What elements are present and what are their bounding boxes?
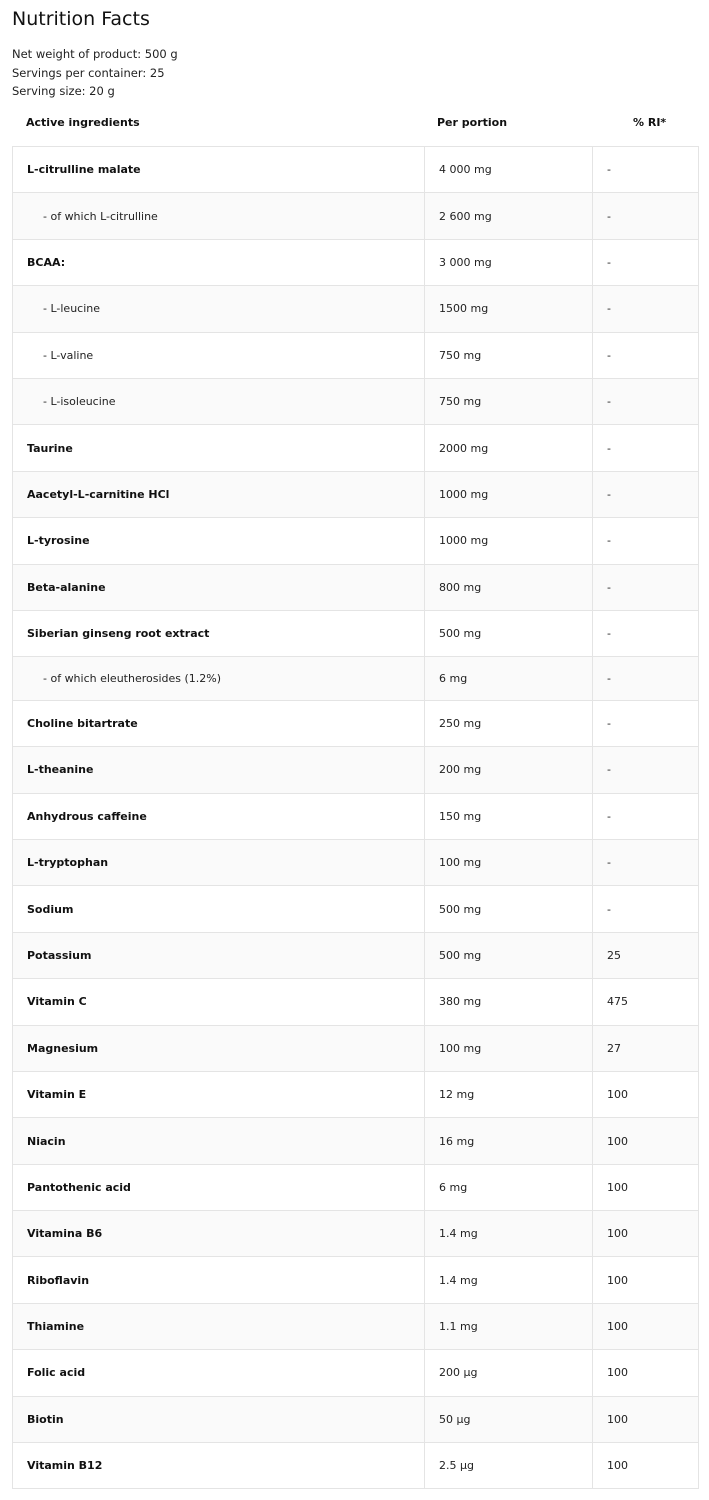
ingredient-ri: - bbox=[592, 240, 698, 285]
table-row bbox=[13, 333, 698, 379]
ingredient-name: Taurine bbox=[27, 441, 73, 455]
ingredient-amount: 150 mg bbox=[424, 794, 592, 839]
header-ri: % RI* bbox=[633, 116, 667, 129]
table-row bbox=[13, 657, 698, 701]
ingredient-name: Biotin bbox=[27, 1412, 64, 1426]
ingredient-ri: 100 bbox=[592, 1350, 698, 1395]
table-row bbox=[13, 979, 698, 1025]
ingredient-amount: 500 mg bbox=[424, 611, 592, 656]
ingredient-amount: 200 µg bbox=[424, 1350, 592, 1395]
ingredient-ri: - bbox=[592, 379, 698, 424]
ingredient-ri: 475 bbox=[592, 979, 698, 1024]
ingredient-amount: 750 mg bbox=[424, 333, 592, 378]
ingredient-name: Riboflavin bbox=[27, 1273, 90, 1287]
ingredient-name: L-tyrosine bbox=[27, 534, 90, 548]
table-row bbox=[13, 147, 698, 193]
ingredient-ri: 100 bbox=[592, 1304, 698, 1349]
product-meta bbox=[12, 45, 178, 101]
ingredient-ri: 25 bbox=[592, 933, 698, 978]
ingredient-ri: - bbox=[592, 425, 698, 470]
serving-size: Serving size: 20 g bbox=[12, 84, 115, 99]
ingredient-ri: 100 bbox=[592, 1397, 698, 1442]
table-row bbox=[13, 425, 698, 471]
ingredient-name: - of which eleutherosides (1.2%) bbox=[43, 672, 222, 686]
ingredient-name: Vitamin C bbox=[27, 995, 87, 1009]
ingredient-ri: - bbox=[592, 472, 698, 517]
ingredient-amount: 1500 mg bbox=[424, 286, 592, 331]
table-row bbox=[13, 240, 698, 286]
table-row bbox=[13, 379, 698, 425]
ingredient-amount: 500 mg bbox=[424, 886, 592, 931]
ingredient-name: - L-valine bbox=[43, 348, 94, 362]
ingredient-amount: 750 mg bbox=[424, 379, 592, 424]
ingredient-ri: 100 bbox=[592, 1118, 698, 1163]
ingredient-ri: 100 bbox=[592, 1443, 698, 1488]
ingredient-amount: 1000 mg bbox=[424, 518, 592, 563]
ingredient-ri: - bbox=[592, 565, 698, 610]
ingredient-name: Vitamin E bbox=[27, 1088, 87, 1102]
ingredient-amount: 3 000 mg bbox=[424, 240, 592, 285]
table-row bbox=[13, 1072, 698, 1118]
table-row bbox=[13, 1304, 698, 1350]
ingredient-amount: 4 000 mg bbox=[424, 147, 592, 192]
table-row bbox=[13, 886, 698, 932]
ingredient-amount: 6 mg bbox=[424, 657, 592, 700]
ingredient-ri: 100 bbox=[592, 1072, 698, 1117]
table-row bbox=[13, 1350, 698, 1396]
ingredient-ri: - bbox=[592, 147, 698, 192]
ingredient-amount: 12 mg bbox=[424, 1072, 592, 1117]
ingredient-amount: 6 mg bbox=[424, 1165, 592, 1210]
ingredient-amount: 2.5 µg bbox=[424, 1443, 592, 1488]
ingredient-ri: - bbox=[592, 840, 698, 885]
nutrition-table bbox=[12, 146, 699, 1489]
ingredient-amount: 250 mg bbox=[424, 701, 592, 746]
ingredient-amount: 380 mg bbox=[424, 979, 592, 1024]
table-row bbox=[13, 933, 698, 979]
header-ingredients: Active ingredients bbox=[26, 116, 140, 129]
net-weight: Net weight of product: 500 g bbox=[12, 47, 178, 61]
ingredient-ri: 27 bbox=[592, 1026, 698, 1071]
ingredient-name: Aacetyl-L-carnitine HCl bbox=[27, 487, 170, 501]
table-row bbox=[13, 472, 698, 518]
ingredient-ri: - bbox=[592, 518, 698, 563]
ingredient-amount: 2 600 mg bbox=[424, 193, 592, 238]
ingredient-name: L-tryptophan bbox=[27, 856, 109, 870]
ingredient-amount: 1.1 mg bbox=[424, 1304, 592, 1349]
ingredient-ri: - bbox=[592, 701, 698, 746]
ingredient-name: Siberian ginseng root extract bbox=[27, 627, 210, 641]
table-row bbox=[13, 701, 698, 747]
ingredient-name: - L-isoleucine bbox=[43, 395, 116, 409]
ingredient-amount: 2000 mg bbox=[424, 425, 592, 470]
ingredient-name: Potassium bbox=[27, 948, 92, 962]
ingredient-ri: - bbox=[592, 886, 698, 931]
table-row bbox=[13, 286, 698, 332]
table-row bbox=[13, 747, 698, 793]
table-row bbox=[13, 1165, 698, 1211]
ingredient-name: Anhydrous caffeine bbox=[27, 809, 147, 823]
ingredient-amount: 500 mg bbox=[424, 933, 592, 978]
page-title: Nutrition Facts bbox=[12, 8, 150, 30]
ingredient-name: - of which L-citrulline bbox=[43, 209, 158, 223]
ingredient-amount: 200 mg bbox=[424, 747, 592, 792]
ingredient-name: Folic acid bbox=[27, 1366, 86, 1380]
ingredient-amount: 1000 mg bbox=[424, 472, 592, 517]
ingredient-name: Sodium bbox=[27, 902, 74, 916]
ingredient-ri: - bbox=[592, 193, 698, 238]
ingredient-name: Vitamina B6 bbox=[27, 1227, 103, 1241]
servings-per-container: Servings per container: 25 bbox=[12, 65, 165, 80]
table-row bbox=[13, 840, 698, 886]
ingredient-name: Magnesium bbox=[27, 1041, 99, 1055]
ingredient-name: Thiamine bbox=[27, 1320, 85, 1334]
table-row bbox=[13, 1026, 698, 1072]
ingredient-amount: 800 mg bbox=[424, 565, 592, 610]
table-row bbox=[13, 611, 698, 657]
ingredient-name: Beta-alanine bbox=[27, 580, 106, 594]
ingredient-name: Choline bitartrate bbox=[27, 716, 138, 730]
table-row bbox=[13, 193, 698, 239]
ingredient-ri: 100 bbox=[592, 1257, 698, 1302]
ingredient-amount: 100 mg bbox=[424, 840, 592, 885]
ingredient-ri: - bbox=[592, 611, 698, 656]
ingredient-amount: 1.4 mg bbox=[424, 1257, 592, 1302]
ingredient-name: Niacin bbox=[27, 1134, 66, 1148]
table-row bbox=[13, 1397, 698, 1443]
ingredient-name: - L-leucine bbox=[43, 302, 101, 316]
ingredient-ri: - bbox=[592, 747, 698, 792]
ingredient-amount: 100 mg bbox=[424, 1026, 592, 1071]
ingredient-ri: - bbox=[592, 333, 698, 378]
ingredient-amount: 50 µg bbox=[424, 1397, 592, 1442]
ingredient-ri: 100 bbox=[592, 1165, 698, 1210]
ingredient-name: L-theanine bbox=[27, 763, 94, 777]
table-row bbox=[13, 1211, 698, 1257]
ingredient-ri: - bbox=[592, 657, 698, 700]
table-row bbox=[13, 518, 698, 564]
table-row bbox=[13, 794, 698, 840]
ingredient-amount: 16 mg bbox=[424, 1118, 592, 1163]
ingredient-ri: - bbox=[592, 794, 698, 839]
header-per-portion: Per portion bbox=[437, 116, 508, 129]
table-row bbox=[13, 1118, 698, 1164]
ingredient-amount: 1.4 mg bbox=[424, 1211, 592, 1256]
table-row bbox=[13, 1257, 698, 1303]
ingredient-name: BCAA: bbox=[27, 255, 66, 269]
ingredient-ri: 100 bbox=[592, 1211, 698, 1256]
ingredient-ri: - bbox=[592, 286, 698, 331]
table-header bbox=[12, 112, 698, 134]
ingredient-name: Pantothenic acid bbox=[27, 1180, 131, 1194]
table-row bbox=[13, 565, 698, 611]
ingredient-name: L-citrulline malate bbox=[27, 163, 141, 177]
ingredient-name: Vitamin B12 bbox=[27, 1459, 103, 1473]
table-row bbox=[13, 1443, 698, 1489]
